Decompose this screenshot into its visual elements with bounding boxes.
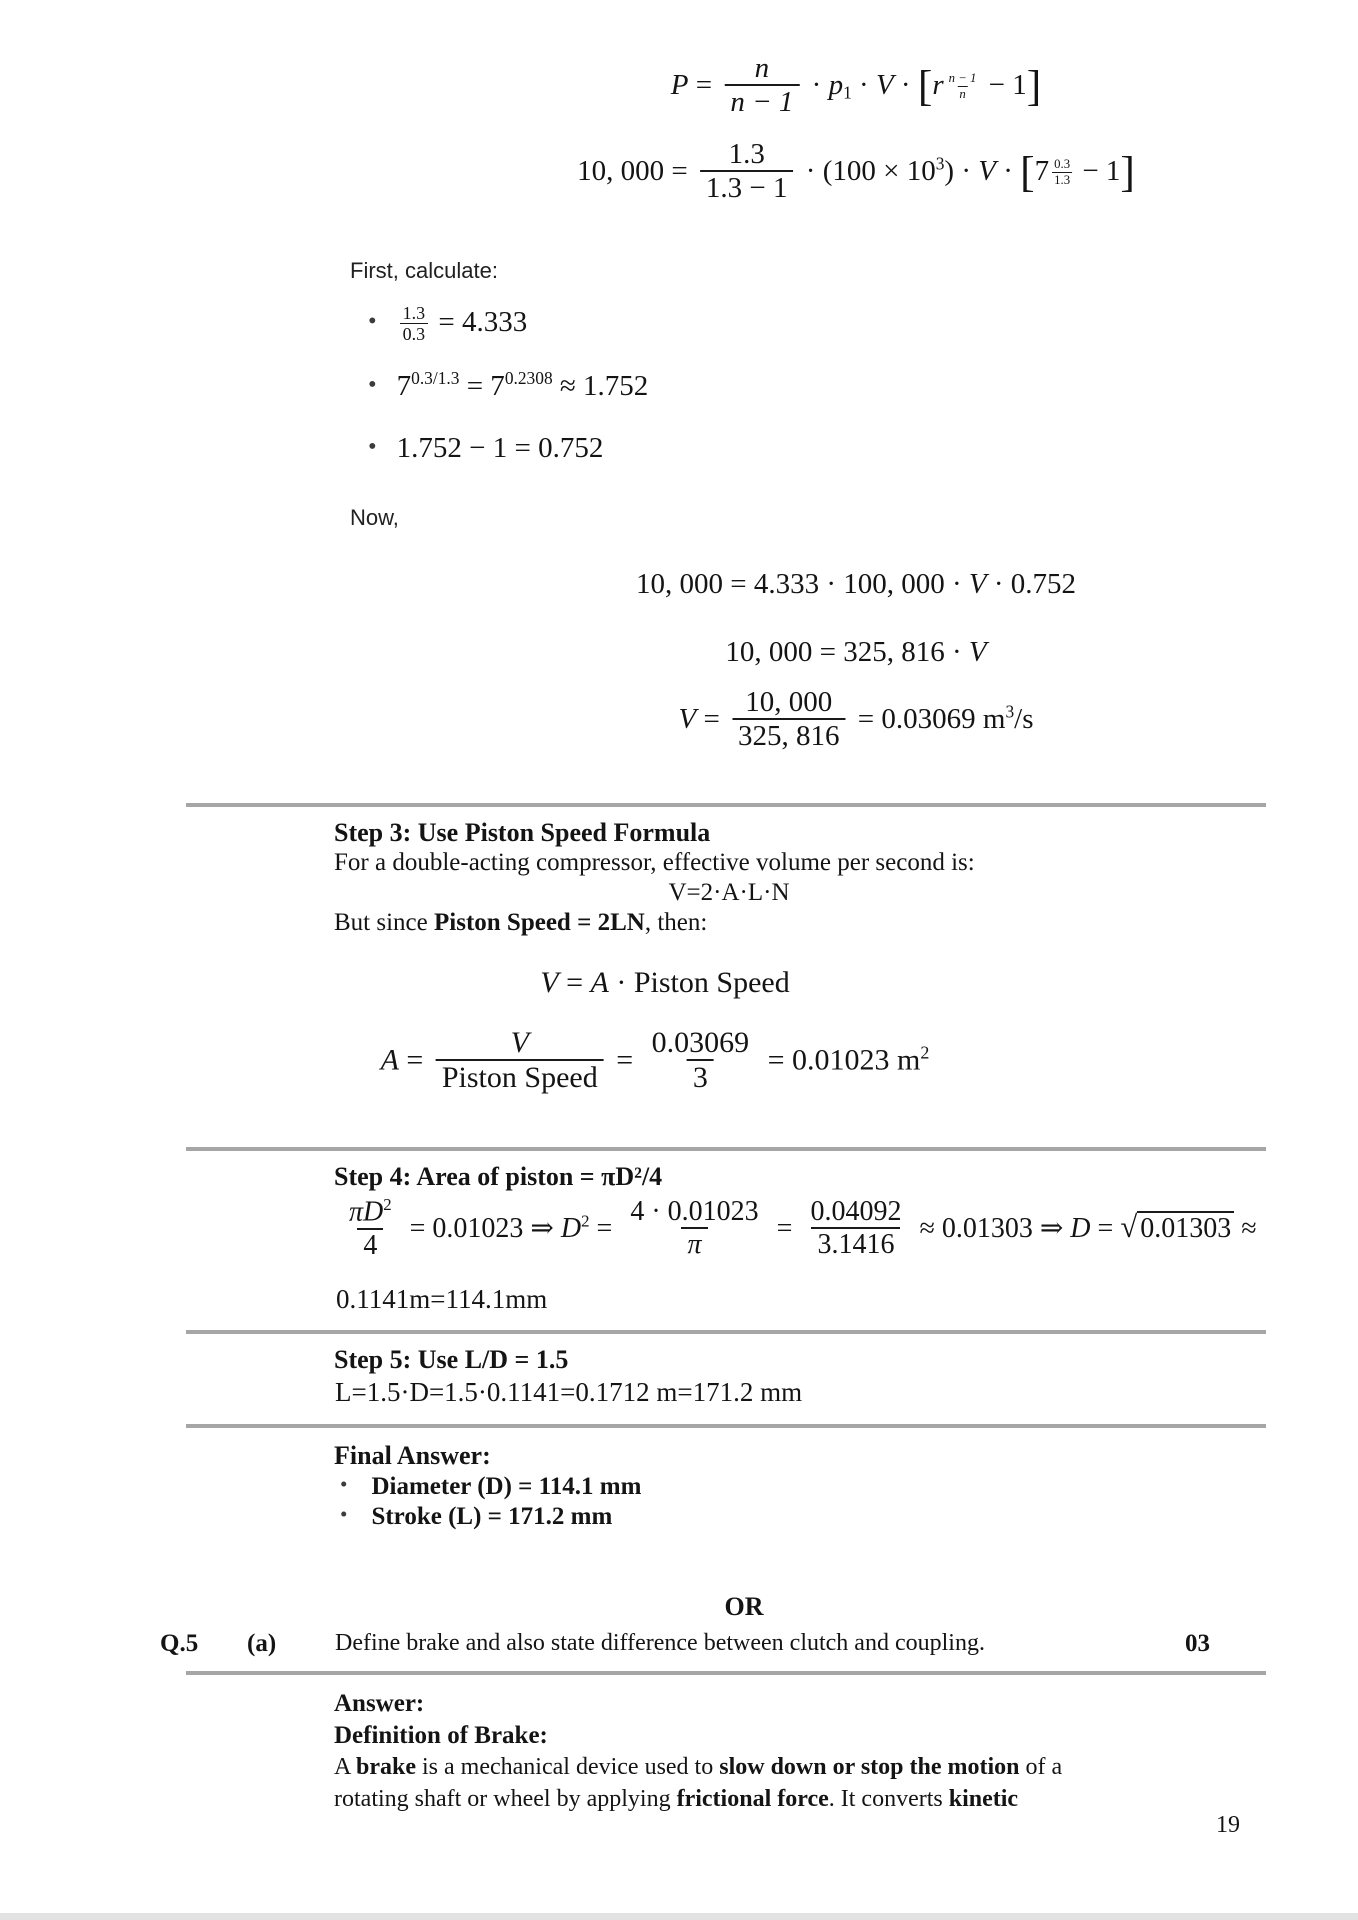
section-divider — [186, 1671, 1266, 1675]
calc-bullet-3 — [368, 432, 603, 465]
math-token: V — [540, 966, 559, 999]
final-answer-heading: Final Answer: — [334, 1441, 491, 1470]
math-token: 1.3 − 1 — [700, 170, 794, 204]
math-expression: 1.752 − 1 = 0.752 — [396, 432, 604, 464]
math-token: V — [968, 568, 987, 600]
math-token: 1.3 — [402, 302, 426, 323]
math-token: V — [978, 155, 996, 188]
math-token: 10, 000 = 325, 816 · — [725, 636, 969, 668]
math-token: n − 1 — [724, 84, 799, 118]
math-superscript: 2 — [581, 1211, 590, 1231]
math-token: = — [760, 1043, 793, 1077]
now-label: Now, — [350, 505, 399, 530]
small-fraction — [400, 303, 428, 344]
text-run: A — [334, 1754, 357, 1780]
final-answer-text: Diameter (D) = 114.1 mm — [371, 1472, 642, 1500]
math-token: V — [968, 636, 987, 668]
math-token: · — [851, 69, 876, 102]
math-superscript: 0.2308 — [504, 368, 553, 388]
math-token: ) · — [944, 155, 979, 188]
fraction — [624, 1196, 764, 1261]
math-token: 3.1416 — [811, 1227, 900, 1260]
math-token: = — [608, 1043, 641, 1077]
math-token: 10, 000 = 4.333 · 100, 000 · — [635, 568, 969, 600]
answer-body-line — [334, 1754, 1062, 1781]
math-token: = — [696, 703, 728, 736]
math-token: 10, 000 — [745, 685, 833, 718]
equation-substituted-values — [577, 137, 1135, 207]
text-run-bold: kinetic — [948, 1786, 1019, 1812]
text-run-bold: brake — [356, 1754, 417, 1780]
math-token: 4 · 0.01023 — [630, 1195, 759, 1227]
bullet-icon: • — [340, 1502, 348, 1526]
math-token: = — [688, 69, 720, 102]
fraction — [343, 1196, 398, 1261]
calc-bullet-2 — [368, 368, 648, 403]
equation-polytropic-power — [670, 51, 1042, 121]
radicand: 0.01303 — [1137, 1211, 1234, 1244]
equation-now-2 — [725, 636, 986, 669]
math-token: · Piston Speed — [608, 966, 790, 999]
math-token: r — [932, 69, 944, 102]
math-token: = 7 — [459, 369, 505, 402]
math-token: Piston Speed — [436, 1059, 604, 1095]
math-subscript: 1 — [843, 82, 852, 103]
math-token: D — [560, 1212, 582, 1244]
step4-equation — [338, 1194, 1257, 1263]
math-token: 7 — [396, 369, 412, 402]
text-run-bold: Piston Speed = 2LN — [434, 909, 645, 936]
marks-badge: 03 — [1185, 1630, 1210, 1657]
question-number: Q.5 — [160, 1630, 199, 1657]
math-token: · — [893, 69, 918, 102]
math-expression — [397, 302, 528, 344]
math-superscript: 2 — [383, 1194, 392, 1214]
math-token: · (100 × 10 — [798, 155, 936, 188]
math-token: 0.03069 m — [881, 703, 1006, 736]
math-token: /s — [1014, 703, 1034, 736]
math-token: = — [558, 966, 591, 999]
fraction — [804, 1196, 907, 1261]
text-run-bold: frictional force — [676, 1786, 829, 1812]
math-token: n − 1 — [948, 71, 977, 86]
math-token — [343, 1196, 398, 1228]
math-token: πD — [349, 1196, 384, 1228]
math-token: = — [589, 1212, 620, 1244]
equation-now-1 — [636, 568, 1076, 601]
math-token: 7 — [1034, 155, 1050, 188]
math-token: = — [664, 155, 695, 188]
math-superscript: 2 — [920, 1042, 930, 1063]
answer-body-line — [334, 1786, 1018, 1813]
math-token: D — [1070, 1212, 1091, 1244]
math-token: ≈ 0.01303 ⇒ — [912, 1212, 1071, 1244]
right-bracket: ] — [1120, 148, 1135, 197]
math-token: = — [398, 1043, 431, 1077]
math-token: V — [678, 703, 697, 736]
exponent-fraction — [947, 71, 979, 101]
math-token: 3 — [687, 1059, 714, 1095]
text-run: rotating shaft or wheel by applying — [334, 1786, 677, 1812]
math-token: ≈ 1.752 — [552, 369, 649, 402]
math-token: π — [681, 1227, 707, 1260]
math-token: 0.3 — [1054, 157, 1071, 172]
math-superscript: 0.3/1.3 — [411, 368, 460, 388]
math-token: 0.01023 m — [792, 1043, 921, 1077]
text-run: But since — [334, 909, 434, 936]
math-token: 0.03069 — [651, 1025, 750, 1059]
fraction — [436, 1026, 604, 1095]
math-token: V — [510, 1025, 529, 1059]
text-run: is a mechanical device used to — [416, 1754, 720, 1780]
math-token: = 0.01023 ⇒ — [402, 1212, 561, 1244]
step3-line3 — [334, 909, 707, 937]
math-superscript: 3 — [1005, 701, 1015, 722]
fraction — [732, 686, 846, 753]
math-token: n — [959, 86, 966, 101]
bullet-icon: • — [368, 370, 377, 398]
text-run: of a — [1019, 1754, 1063, 1780]
math-token: n — [754, 51, 770, 84]
math-token: 1.3 — [1054, 172, 1071, 187]
definition-heading: Definition of Brake: — [334, 1722, 548, 1749]
math-token: P — [670, 69, 689, 102]
or-separator-label: OR — [724, 1592, 764, 1621]
math-token: 0.3 — [400, 323, 428, 344]
math-token: ≈ — [1234, 1212, 1257, 1244]
math-token: 325, 816 — [732, 718, 846, 752]
math-expression — [397, 370, 649, 402]
math-token: − 1 — [981, 69, 1027, 102]
left-bracket: [ — [917, 62, 933, 111]
sqrt-symbol: √ — [1120, 1209, 1138, 1244]
right-bracket: ] — [1026, 62, 1042, 111]
math-token: = — [1090, 1212, 1121, 1244]
step4-heading: Step 4: Area of piston = πD²/4 — [334, 1162, 663, 1191]
calc-bullet-1 — [368, 304, 527, 345]
math-token: V — [875, 69, 894, 102]
step3-formula: V=2·A·L·N — [668, 879, 790, 906]
math-token: p — [828, 69, 844, 102]
math-token: = — [769, 1212, 800, 1244]
fraction — [700, 138, 794, 205]
final-answer-text: Stroke (L) = 171.2 mm — [371, 1502, 613, 1530]
math-token: 4 — [357, 1228, 383, 1261]
step4-result-line: 0.1141m=114.1mm — [336, 1284, 548, 1314]
final-answer-item — [340, 1502, 612, 1531]
math-token: · 0.752 — [986, 568, 1077, 600]
math-token: − 1 — [1075, 155, 1121, 188]
step5-line: L=1.5·D=1.5·0.1141=0.1712 m=171.2 mm — [335, 1377, 803, 1407]
math-token: A — [380, 1043, 399, 1077]
math-token: 0.04092 — [810, 1195, 902, 1227]
fraction — [724, 52, 799, 119]
question-part-label: (a) — [247, 1630, 277, 1657]
step3-heading: Step 3: Use Piston Speed Formula — [334, 818, 711, 847]
question-text: Define brake and also state difference between clutch and coupling. — [335, 1630, 985, 1656]
first-calculate-label: First, calculate: — [350, 258, 498, 283]
text-run-bold: slow down or stop the motion — [719, 1754, 1020, 1780]
math-token: · — [995, 155, 1021, 188]
final-answer-item — [340, 1472, 641, 1501]
section-divider — [186, 1147, 1266, 1151]
bullet-icon: • — [368, 307, 377, 335]
section-divider — [186, 1424, 1266, 1428]
equation-area-result — [380, 1025, 930, 1097]
text-run: , then: — [644, 909, 708, 936]
text-run: . It converts — [828, 1786, 949, 1812]
page-bottom-edge — [0, 1913, 1358, 1920]
section-divider — [186, 1330, 1266, 1334]
math-token: 1.3 — [728, 137, 765, 170]
equation-v-piston-speed — [540, 966, 789, 1000]
step5-heading: Step 5: Use L/D = 1.5 — [334, 1345, 569, 1374]
exponent-fraction — [1052, 157, 1072, 187]
bullet-icon: • — [340, 1472, 348, 1496]
math-token: = 4.333 — [431, 306, 528, 339]
section-divider — [186, 803, 1266, 807]
math-token: · — [804, 69, 829, 102]
bullet-icon: • — [368, 433, 377, 461]
math-superscript: 3 — [935, 153, 945, 174]
equation-volume-result — [678, 685, 1034, 755]
step3-line1: For a double-acting compressor, effective volume per second is: — [334, 849, 975, 876]
left-bracket: [ — [1020, 148, 1035, 197]
answer-label: Answer: — [334, 1690, 425, 1717]
page-number: 19 — [1216, 1812, 1240, 1838]
math-token: 10, 000 — [577, 155, 665, 188]
math-token: = — [850, 703, 882, 736]
fraction — [646, 1026, 756, 1095]
math-token: A — [590, 966, 609, 999]
